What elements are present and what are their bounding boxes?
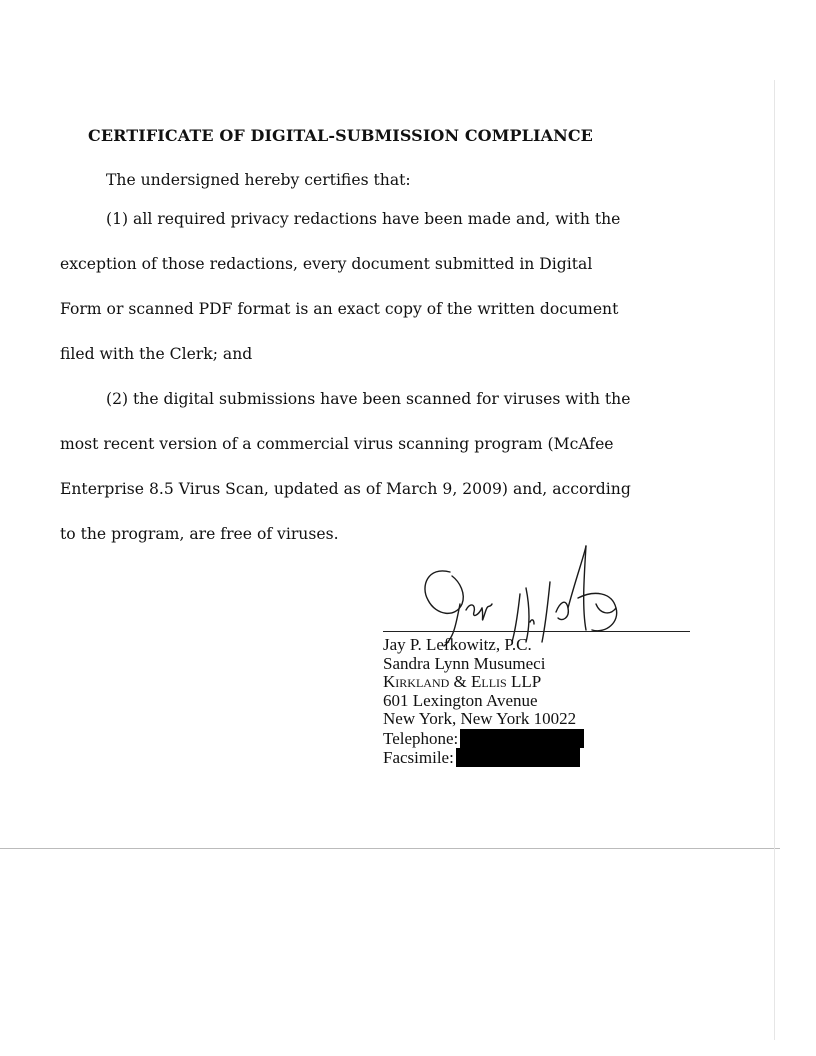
facsimile-row xyxy=(383,748,584,768)
attorney-name-1: Jay P. Lefkowitz, P.C. xyxy=(383,635,532,654)
telephone-label: Telephone: xyxy=(383,728,459,748)
address-line-1: 601 Lexington Avenue xyxy=(383,690,538,710)
paragraph-line: filed with the Clerk; and xyxy=(60,345,253,363)
intro-text: The undersigned hereby certifies that: xyxy=(106,171,411,189)
certificate-title: CERTIFICATE OF DIGITAL-SUBMISSION COMPLIANCE xyxy=(88,126,593,145)
telephone-redaction xyxy=(460,729,584,748)
facsimile-redaction xyxy=(456,748,580,767)
paragraph-2 xyxy=(60,377,700,557)
facsimile-label: Facsimile: xyxy=(383,748,454,767)
attorney-name-2: Sandra Lynn Musumeci xyxy=(383,653,546,673)
paragraph-1 xyxy=(60,197,700,377)
telephone-row xyxy=(383,729,584,749)
paragraph-line: (1) all required privacy redactions have been made and, with the xyxy=(106,210,621,228)
signature-block xyxy=(383,636,584,768)
firm-name: Kirkland & Ellis LLP xyxy=(383,672,542,691)
paragraph-line: most recent version of a commercial virus scanning program (McAfee xyxy=(60,435,614,453)
paragraph-line: to the program, are free of viruses. xyxy=(60,525,339,543)
scan-edge xyxy=(774,80,775,1040)
signature-line xyxy=(383,631,690,632)
paragraph-line: Form or scanned PDF format is an exact copy of the written document xyxy=(60,300,619,318)
paragraph-line: (2) the digital submissions have been scanned for viruses with the xyxy=(106,390,631,408)
address-line-2: New York, New York 10022 xyxy=(383,709,577,728)
page-divider xyxy=(0,848,780,849)
paragraph-line: Enterprise 8.5 Virus Scan, updated as of March 9, 2009) and, according xyxy=(60,480,631,498)
paragraph-line: exception of those redactions, every document submitted in Digital xyxy=(60,255,593,273)
